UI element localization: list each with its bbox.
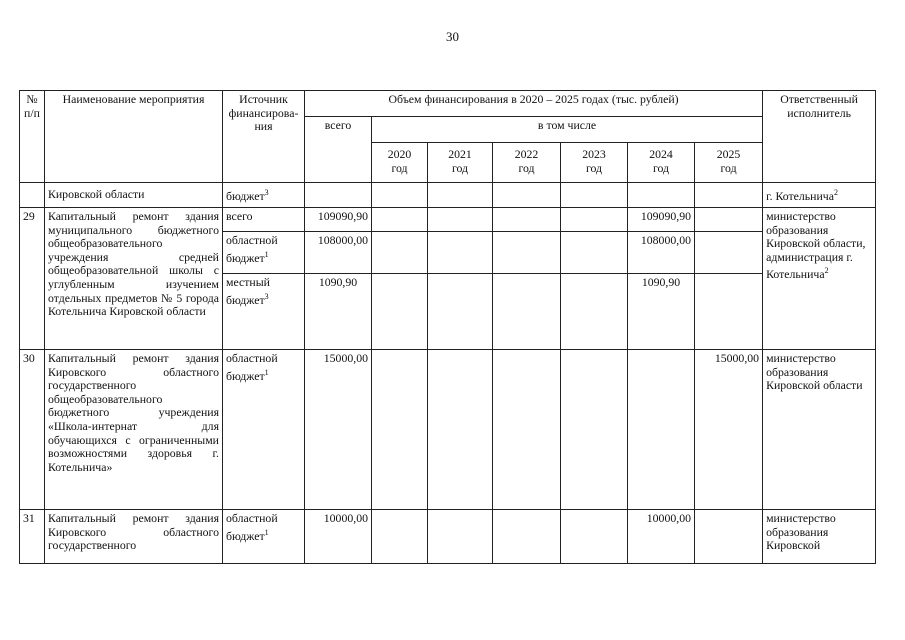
table-row <box>20 510 876 564</box>
row31-responsible: министерство образования Кировской <box>763 510 876 564</box>
cell-empty <box>561 183 628 208</box>
cell-empty <box>428 274 493 350</box>
header-name: Наименование мероприятия <box>45 91 223 183</box>
row29-source-1: областной бюджет$^1$ <box>223 232 305 274</box>
row29-total-0: 109090,90 <box>305 208 372 232</box>
cell-empty <box>561 350 628 510</box>
header-year-2022: 2022 год <box>493 143 561 183</box>
row29-source-2: местный бюджет$^3$ <box>223 274 305 350</box>
header-year-2020: 2020 год <box>372 143 428 183</box>
cell-empty <box>561 232 628 274</box>
cell-empty <box>695 274 763 350</box>
cell-empty <box>305 183 372 208</box>
row29-responsible: министерство образования Кировской области, администрация г. Котельнича$^2$ <box>763 208 876 350</box>
header-source: Источник финансирова-ния <box>223 91 305 183</box>
cell-empty <box>695 208 763 232</box>
cell-empty <box>561 274 628 350</box>
row30-responsible: министерство образования Кировской области <box>763 350 876 510</box>
cell-empty <box>372 510 428 564</box>
row31-num: 31 <box>20 510 45 564</box>
row-cont-source: бюджет$^3$ <box>223 183 305 208</box>
cell-empty <box>493 274 561 350</box>
cell-empty <box>493 183 561 208</box>
row-cont-num <box>20 183 45 208</box>
header-year-2024: 2024 год <box>628 143 695 183</box>
cell-empty <box>695 232 763 274</box>
row30-total: 15000,00 <box>305 350 372 510</box>
row-cont-name: Кировской области <box>45 183 223 208</box>
row31-total: 10000,00 <box>305 510 372 564</box>
header-year-2025: 2025 год <box>695 143 763 183</box>
row30-name: Капитальный ремонт здания Кировского областного государственного общеобразовательного бюджетного учреждения «Школа-интернат для обучающихся с ограниченными возможностями здоровья г. Котельнича» <box>45 350 223 510</box>
cell-empty <box>428 183 493 208</box>
cell-empty <box>695 510 763 564</box>
row29-2024-2: 1090,90 <box>628 274 695 350</box>
cell-empty <box>493 208 561 232</box>
row31-source: областной бюджет$^1$ <box>223 510 305 564</box>
header-num: № п/п <box>20 91 45 183</box>
row30-num: 30 <box>20 350 45 510</box>
header-responsible: Ответственный исполнитель <box>763 91 876 183</box>
row31-name: Капитальный ремонт здания Кировского областного государственного <box>45 510 223 564</box>
row30-source: областной бюджет$^1$ <box>223 350 305 510</box>
cell-empty <box>561 208 628 232</box>
table-row <box>20 208 876 232</box>
table-row <box>20 350 876 510</box>
cell-empty <box>561 510 628 564</box>
cell-empty <box>372 274 428 350</box>
cell-empty <box>493 232 561 274</box>
row29-2024-1: 108000,00 <box>628 232 695 274</box>
row29-source-0: всего <box>223 208 305 232</box>
cell-empty <box>428 232 493 274</box>
row29-name: Капитальный ремонт здания муниципального бюджетного общеобразовательного учреждения средней общеобразовательной школы с углубленным изучением отдельных предметов № 5 города Котельнича Кировской области <box>45 208 223 350</box>
cell-empty <box>428 510 493 564</box>
financing-table <box>19 90 876 564</box>
header-year-2021: 2021 год <box>428 143 493 183</box>
table-row <box>20 183 876 208</box>
cell-empty <box>428 350 493 510</box>
row29-2024-0: 109090,90 <box>628 208 695 232</box>
cell-empty <box>628 183 695 208</box>
cell-empty <box>493 350 561 510</box>
row29-total-1: 108000,00 <box>305 232 372 274</box>
row31-2024: 10000,00 <box>628 510 695 564</box>
cell-empty <box>493 510 561 564</box>
cell-empty <box>695 183 763 208</box>
cell-empty <box>372 232 428 274</box>
row29-total-2: 1090,90 <box>305 274 372 350</box>
header-total: всего <box>305 117 372 183</box>
header-volume: Объем финансирования в 2020 – 2025 годах (тыс. рублей) <box>305 91 763 117</box>
row-cont-responsible: г. Котельнича$^2$ <box>763 183 876 208</box>
header-including: в том числе <box>372 117 763 143</box>
cell-empty <box>428 208 493 232</box>
cell-empty <box>628 350 695 510</box>
row29-num: 29 <box>20 208 45 350</box>
cell-empty <box>372 183 428 208</box>
header-year-2023: 2023 год <box>561 143 628 183</box>
cell-empty <box>372 208 428 232</box>
cell-empty <box>372 350 428 510</box>
page-number: 30 <box>446 29 459 44</box>
row30-2025: 15000,00 <box>695 350 763 510</box>
header-row-1 <box>20 91 876 117</box>
